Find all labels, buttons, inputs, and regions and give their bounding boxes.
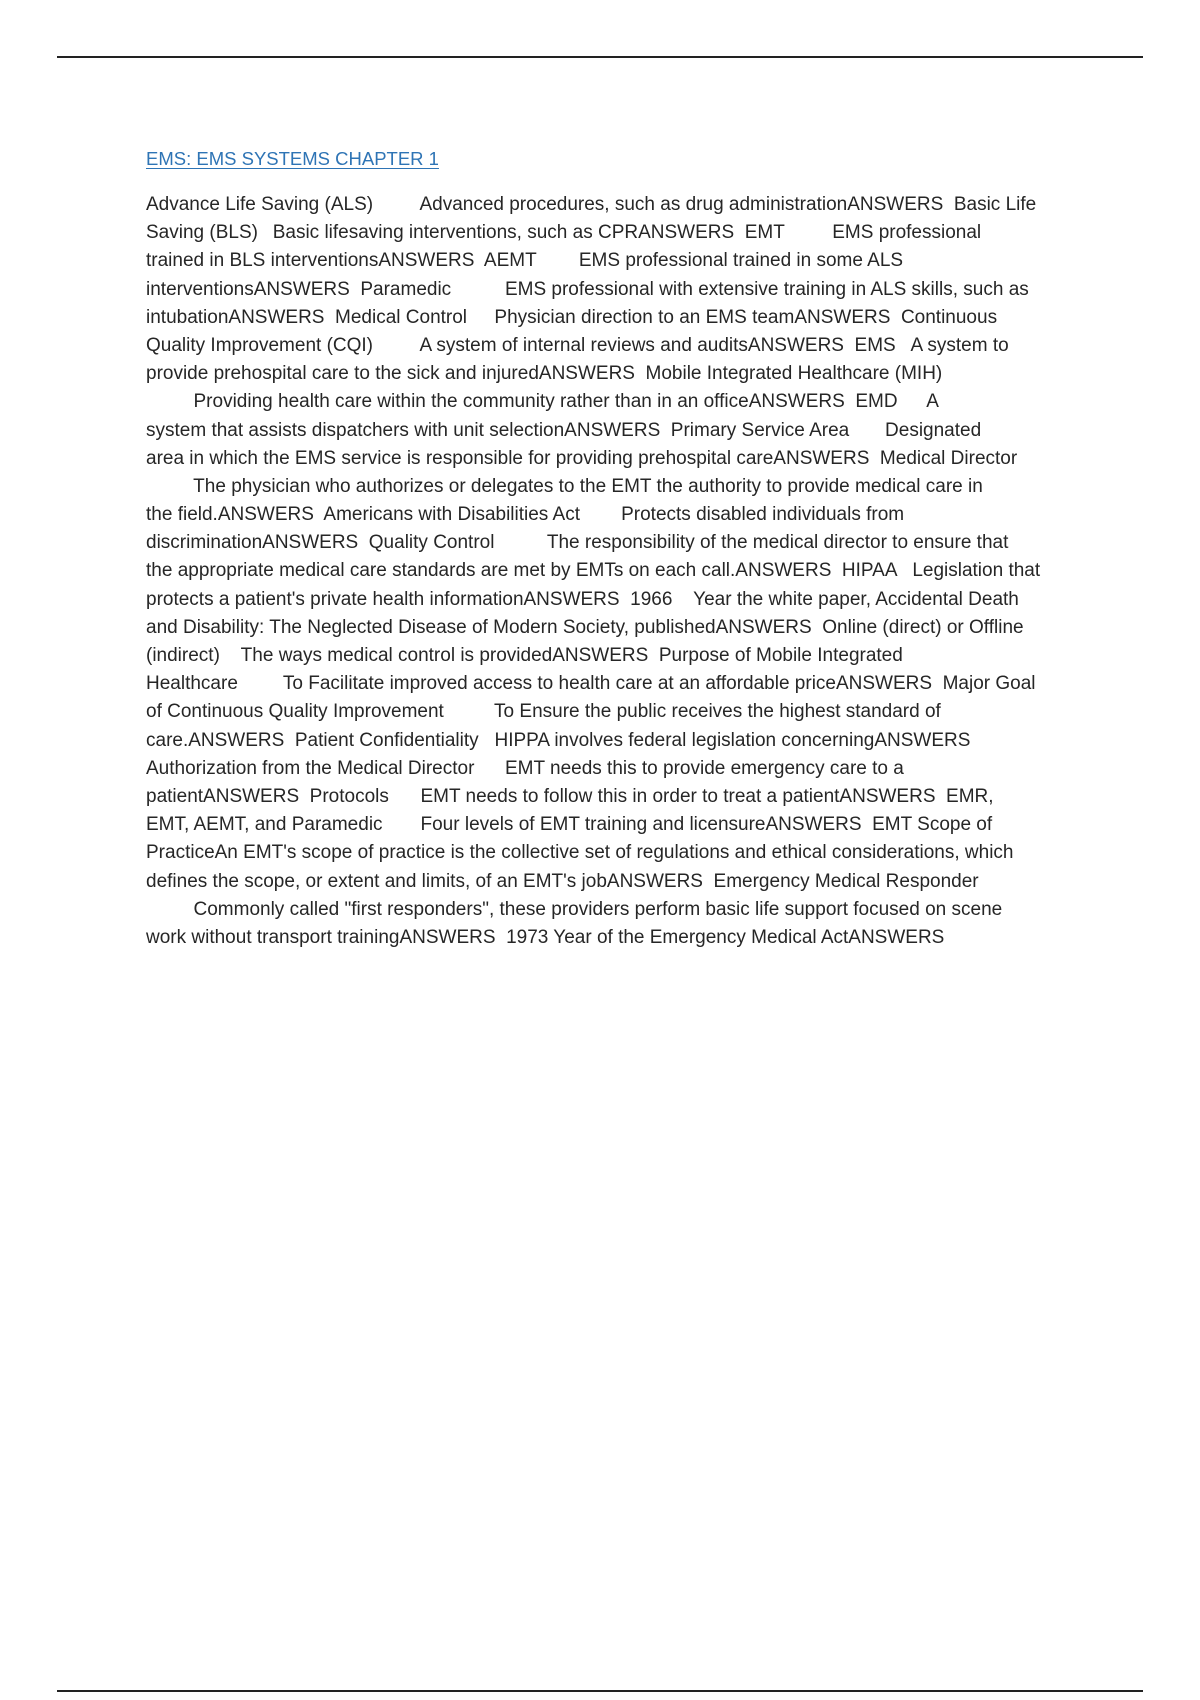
body-text-line: Saving (BLS) Basic lifesaving interventions, such as CPRANSWERS EMT EMS professional <box>146 222 982 244</box>
body-text-line: patientANSWERS Protocols EMT needs to follow this in order to treat a patientANSWERS EMR, <box>146 785 994 807</box>
body-text-line: The physician who authorizes or delegates to the EMT the authority to provide medical care in <box>146 475 983 497</box>
body-text-line: provide prehospital care to the sick and injuredANSWERS Mobile Integrated Healthcare (MIH) <box>146 363 943 385</box>
document-title: EMS: EMS SYSTEMS CHAPTER 1 <box>146 148 439 169</box>
body-text-line: and Disability: The Neglected Disease of Modern Society, publishedANSWERS Online (direct) or Offline <box>146 616 1024 638</box>
body-text-line: care.ANSWERS Patient Confidentiality HIPPA involves federal legislation concerningANSWERS <box>146 729 971 751</box>
body-text-line: trained in BLS interventionsANSWERS AEMT EMS professional trained in some ALS <box>146 250 904 272</box>
body-text-line: the field.ANSWERS Americans with Disabilities Act Protects disabled individuals from <box>146 504 905 526</box>
body-text-line: protects a patient's private health informationANSWERS 1966 Year the white paper, Accidental Death <box>146 588 1019 610</box>
body-text-line: the appropriate medical care standards are met by EMTs on each call.ANSWERS HIPAA Legislation that <box>146 560 1041 582</box>
body-text-line: PracticeAn EMT's scope of practice is the collective set of regulations and ethical considerations, which <box>146 842 1014 864</box>
body-text-line: Commonly called "first responders", these providers perform basic life support focused on scene <box>146 898 1003 920</box>
body-text-line: work without transport trainingANSWERS 1973 Year of the Emergency Medical ActANSWERS <box>146 926 945 948</box>
body-text-line: discriminationANSWERS Quality Control The responsibility of the medical director to ensure that <box>146 532 1009 554</box>
body-text-line: (indirect) The ways medical control is providedANSWERS Purpose of Mobile Integrated <box>146 645 903 666</box>
body-text-line: defines the scope, or extent and limits, of an EMT's jobANSWERS Emergency Medical Responder <box>146 870 979 892</box>
body-text-line: Providing health care within the community rather than in an officeANSWERS EMD A <box>146 391 939 413</box>
body-text-line: of Continuous Quality Improvement To Ensure the public receives the highest standard of <box>146 701 941 723</box>
body-text-line: Advance Life Saving (ALS) Advanced procedures, such as drug administrationANSWERS Basic Life <box>146 194 1037 215</box>
body-text-line: interventionsANSWERS Paramedic EMS professional with extensive training in ALS skills, such as <box>146 278 1029 300</box>
header-rule <box>57 56 1143 58</box>
footer-rule <box>57 1690 1143 1692</box>
body-text-line: EMT, AEMT, and Paramedic Four levels of EMT training and licensureANSWERS EMT Scope of <box>146 814 993 836</box>
body-text-line: system that assists dispatchers with unit selectionANSWERS Primary Service Area Designated <box>146 419 982 441</box>
body-text-line: Quality Improvement (CQI) A system of internal reviews and auditsANSWERS EMS A system to <box>146 334 1009 356</box>
body-text-line: Authorization from the Medical Director EMT needs this to provide emergency care to a <box>146 757 904 779</box>
document-body <box>146 191 1086 952</box>
body-text-line: Healthcare To Facilitate improved access to health care at an affordable priceANSWERS Major Goal <box>146 673 1036 695</box>
body-text-line: area in which the EMS service is responsible for providing prehospital careANSWERS Medical Director <box>146 447 1018 469</box>
body-text-line: intubationANSWERS Medical Control Physician direction to an EMS teamANSWERS Continuous <box>146 306 998 328</box>
